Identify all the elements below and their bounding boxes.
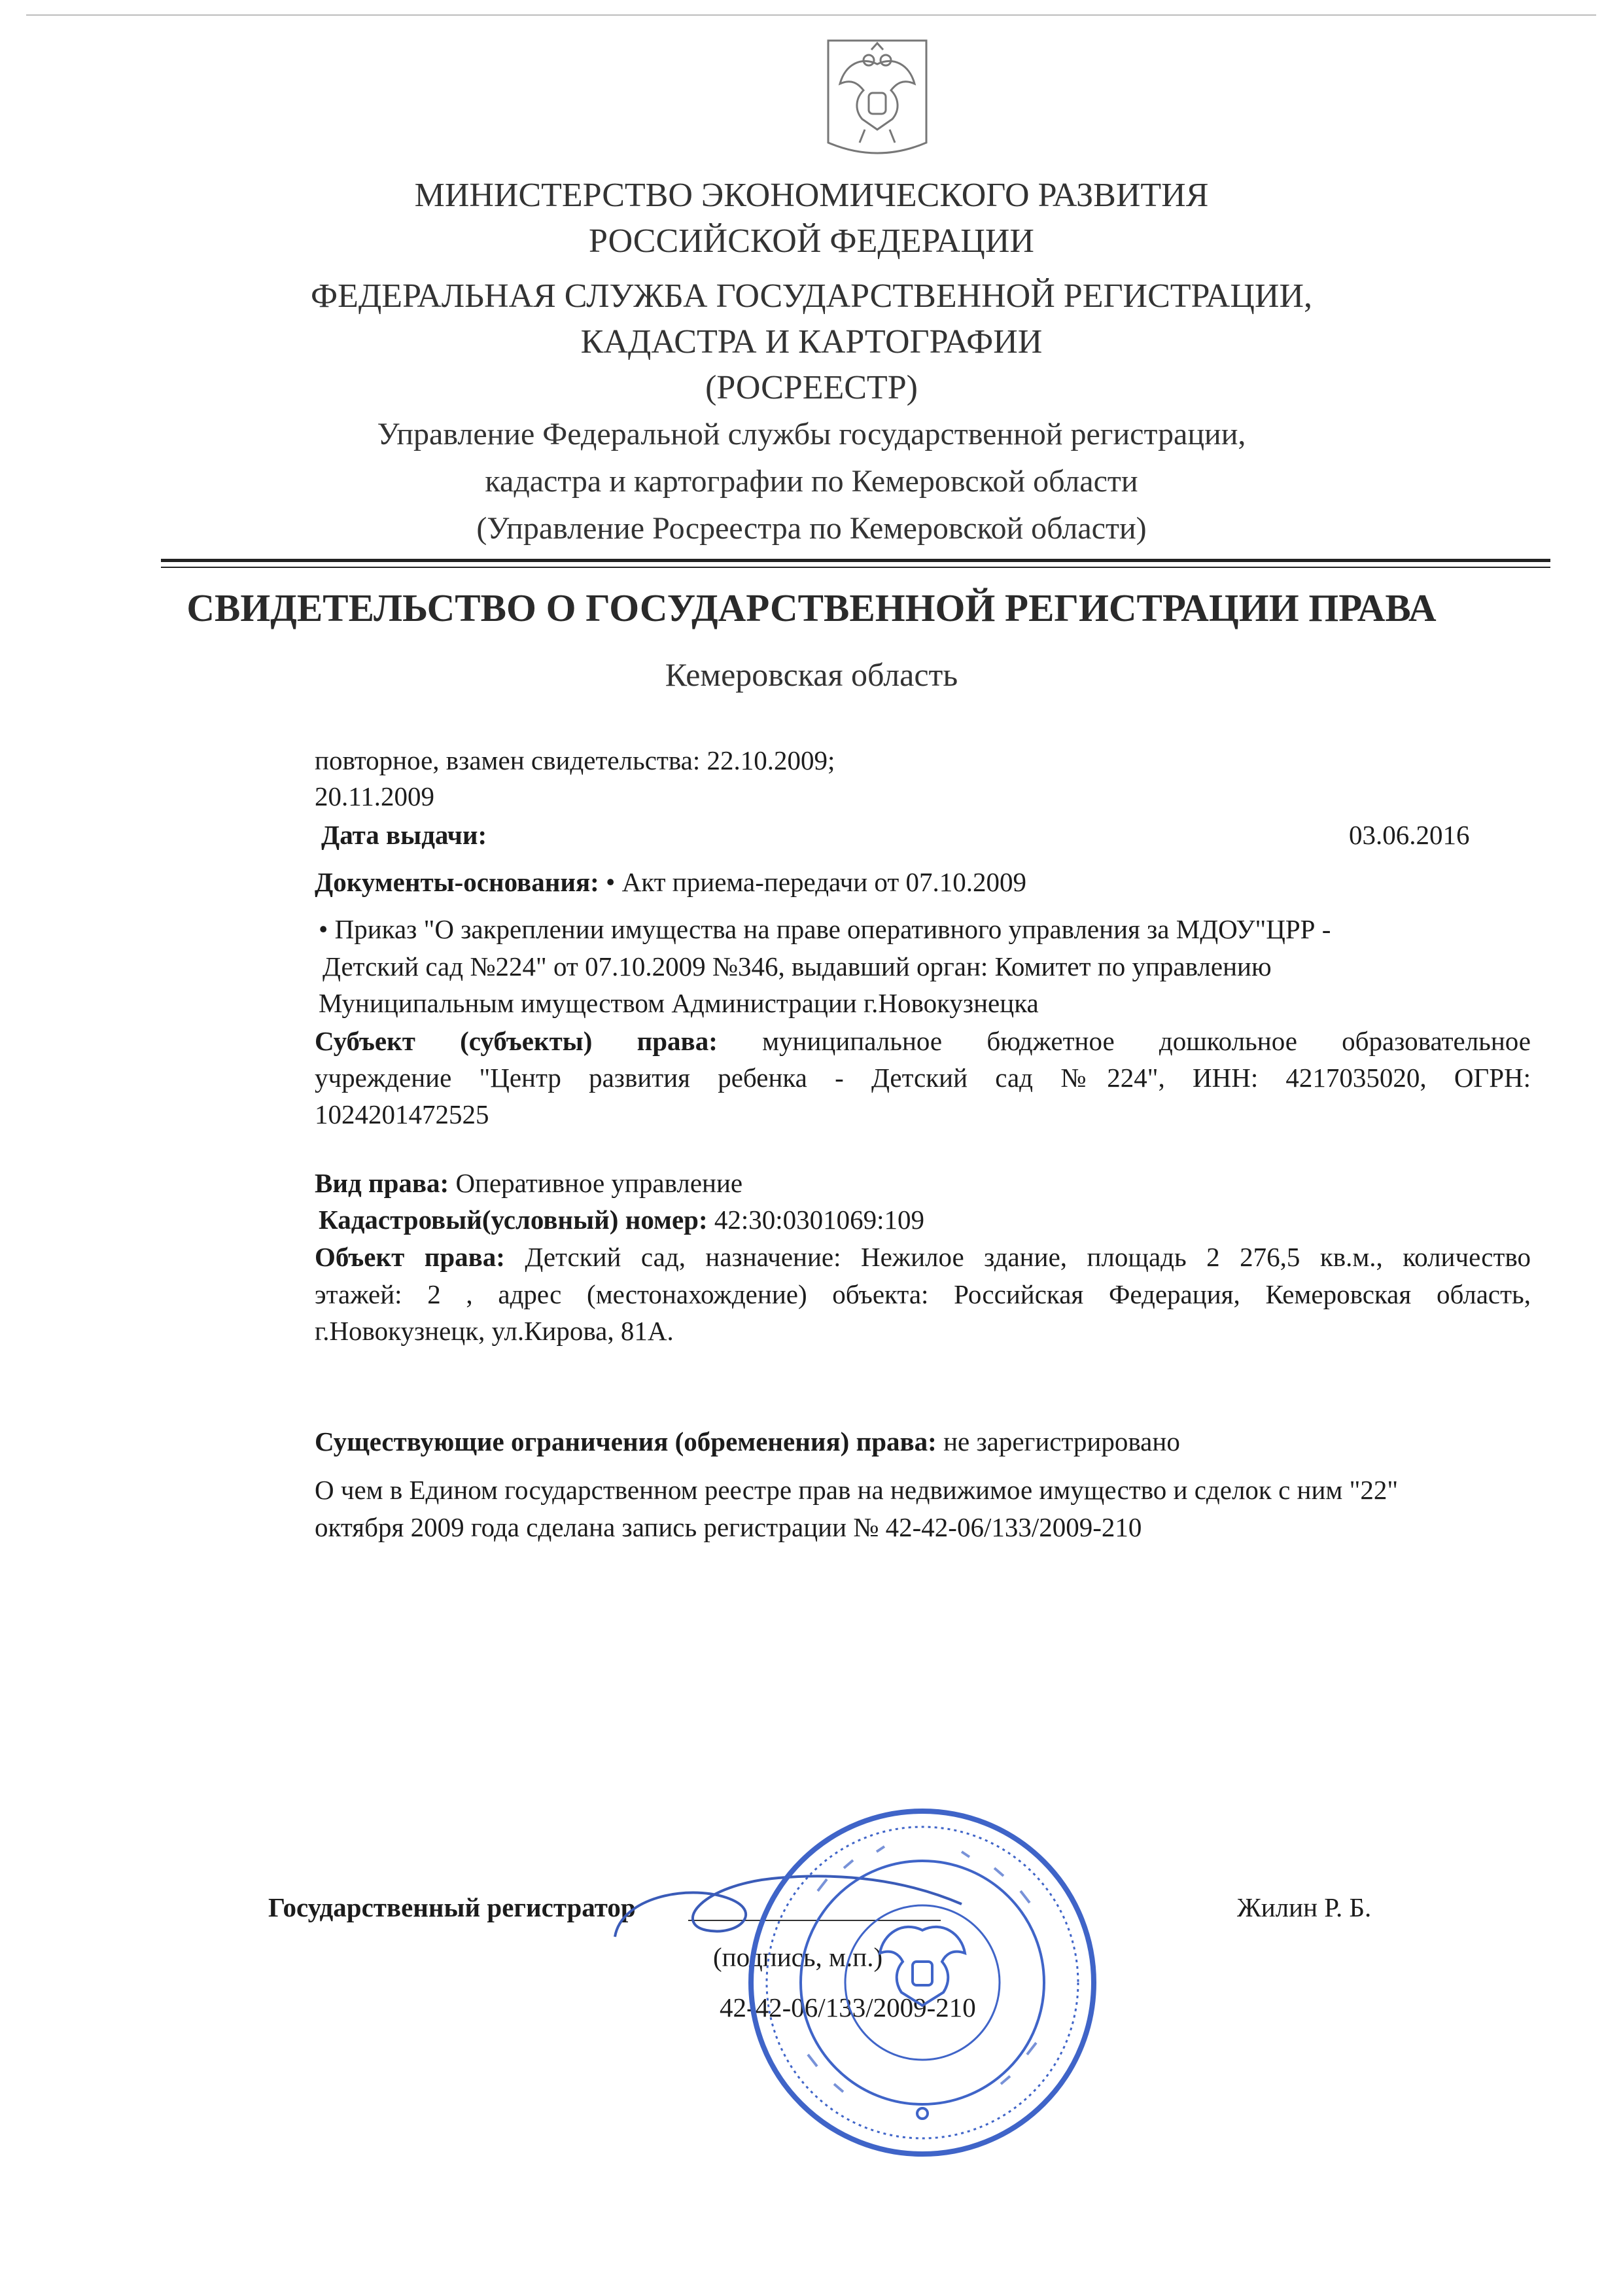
ministry-header [0, 173, 1623, 264]
subject-label: Субъект (субъекты) права: [315, 1026, 718, 1056]
top-scan-edge [26, 14, 1596, 16]
documents-item-2-line-1: • Приказ "О закреплении имущества на праве оперативного управления за МДОУ"ЦРР - [319, 914, 1331, 944]
repeat-note-line-2: 20.11.2009 [315, 781, 434, 811]
department-line-3: (Управление Росреестра по Кемеровской области) [476, 511, 1147, 546]
object-label: Объект права: [315, 1242, 505, 1272]
department-line-1: Управление Федеральной службы государственной регистрации, [377, 417, 1246, 451]
restrictions-value: не зарегистрировано [943, 1426, 1180, 1457]
coat-of-arms-emblem [826, 38, 929, 162]
region: Кемеровская область [665, 656, 958, 693]
ministry-line-1: МИНИСТЕРСТВО ЭКОНОМИЧЕСКОГО РАЗВИТИЯ [414, 177, 1209, 214]
service-header [0, 274, 1623, 411]
signature-hint: (подпись, м.п.) [713, 1942, 883, 1972]
service-line-2: КАДАСТРА И КАРТОГРАФИИ [580, 323, 1043, 361]
subject-line-1 [315, 1023, 1531, 1059]
cadastral-number [319, 1201, 924, 1238]
object-line-3: г.Новокузнецк, ул.Кирова, 81А. [315, 1316, 674, 1346]
record-line-1: О чем в Едином государственном реестре прав на недвижимое имущество и сделок с ним "22" [315, 1475, 1399, 1505]
registrar-label: Государственный регистратор [268, 1892, 636, 1922]
registrar-name: Жилин Р. Б. [1237, 1892, 1372, 1922]
cadastral-value: 42:30:0301069:109 [714, 1205, 925, 1235]
department-line-2: кадастра и картографии по Кемеровской области [485, 464, 1138, 499]
documents-label: Документы-основания: [315, 867, 599, 897]
documents-item-1: • Акт приема-передачи от 07.10.2009 [606, 867, 1027, 897]
subject-line-3: 1024201472525 [315, 1099, 489, 1129]
right-type-value: Оперативное управление [455, 1168, 743, 1198]
documents-item-2-line-2: Детский сад №224" от 07.10.2009 №346, выдавший орган: Комитет по управлению [323, 951, 1272, 981]
service-line-1: ФЕДЕРАЛЬНАЯ СЛУЖБА ГОСУДАРСТВЕННОЙ РЕГИСТРАЦИИ, [310, 277, 1313, 315]
document-title: СВИДЕТЕЛЬСТВО О ГОСУДАРСТВЕННОЙ РЕГИСТРАЦИИ ПРАВА [186, 586, 1437, 629]
header-rule-thick [161, 559, 1550, 562]
repeat-note-line-1: повторное, взамен свидетельства: 22.10.2009; [315, 745, 835, 775]
restrictions [315, 1423, 1180, 1460]
issue-date-label: Дата выдачи: [321, 820, 487, 850]
cadastral-label: Кадастровый(условный) номер: [319, 1205, 708, 1235]
service-line-3: (РОСРЕЕСТР) [705, 369, 918, 406]
record-line-2: октября 2009 года сделана запись регистрации № 42-42-06/133/2009-210 [315, 1512, 1142, 1542]
department-header [0, 411, 1623, 552]
object-value-1: Детский сад, назначение: Нежилое здание, площадь 2 276,5 кв.м., количество [525, 1242, 1531, 1272]
issue-date-value: 03.06.2016 [1349, 820, 1470, 850]
restrictions-label: Существующие ограничения (обременения) права: [315, 1426, 937, 1457]
object-line-2: этажей: 2 , адрес (местонахождение) объекта: Российская Федерация, Кемеровская область, [315, 1279, 1531, 1309]
registration-number: 42-42-06/133/2009-210 [720, 1992, 976, 2022]
ministry-line-2: РОССИЙСКОЙ ФЕДЕРАЦИИ [589, 222, 1034, 260]
documents-item-2-line-3: Муниципальным имуществом Администрации г.Новокузнецка [319, 988, 1039, 1018]
documents-block [315, 864, 1026, 900]
subject-value-1: муниципальное бюджетное дошкольное образовательное [762, 1026, 1531, 1056]
right-type [315, 1165, 742, 1201]
official-round-stamp [746, 1806, 1099, 2159]
subject-line-2: учреждение "Центр развития ребенка - Детский сад №224", ИНН: 4217035020, ОГРН: [315, 1063, 1531, 1093]
header-rule-thin [161, 567, 1550, 568]
right-type-label: Вид права: [315, 1168, 449, 1198]
object-line-1 [315, 1239, 1531, 1275]
